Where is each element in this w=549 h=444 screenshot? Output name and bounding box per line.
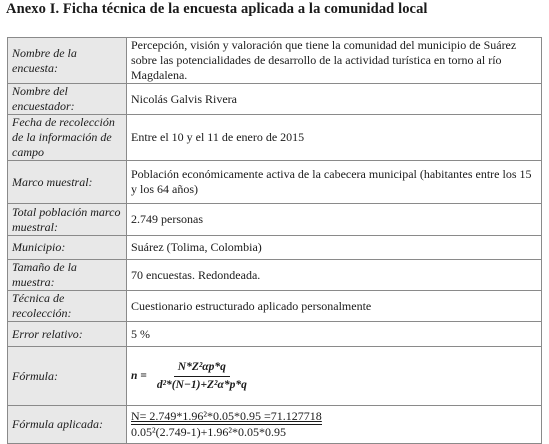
row-label: Nombre de la encuesta: [8, 38, 127, 84]
formula-lhs: n = [131, 369, 147, 382]
row-value: 70 encuestas. Redondeada. [127, 260, 542, 291]
row-label: Municipio: [8, 236, 127, 260]
row-value: Cuestionario estructurado aplicado personalmente [127, 291, 542, 322]
formula-cell [127, 347, 542, 406]
applied-numerator: N= 2.749*1.96²*0.05*0.95 =71.127718 [131, 409, 322, 423]
applied-formula-cell [127, 406, 542, 444]
row-label: Error relativo: [8, 322, 127, 347]
row-label: Fecha de recolección de la información de campo [8, 115, 127, 161]
table-row [8, 406, 542, 444]
row-value: Población económicamente activa de la cabecera municipal (habitantes entre los 15 y los 64 años) [127, 161, 542, 204]
table-row [8, 236, 542, 260]
row-value: 2.749 personas [127, 204, 542, 236]
formula-numerator: N*Z²αp*q [174, 360, 230, 377]
row-label: Marco muestral: [8, 161, 127, 204]
row-value: Percepción, visión y valoración que tiene la comunidad del municipio de Suárez sobre las potencialidades de desarrollo de la actividad turística en torno al río Magdalena. [127, 38, 542, 84]
row-label: Total población marco muestral: [8, 204, 127, 236]
formula-label: Fórmula: [8, 347, 127, 406]
table-row [8, 38, 542, 84]
row-value: Nicolás Galvis Rivera [127, 84, 542, 115]
row-value: Entre el 10 y el 11 de enero de 2015 [127, 115, 542, 161]
formula-fraction [153, 360, 251, 393]
row-label: Tamaño de la muestra: [8, 260, 127, 291]
table-row [8, 115, 542, 161]
table-row [8, 291, 542, 322]
applied-formula-label: Fórmula aplicada: [8, 406, 127, 444]
table-row [8, 161, 542, 204]
row-label: Técnica de recolección: [8, 291, 127, 322]
table-row [8, 204, 542, 236]
row-value: 5 % [127, 322, 542, 347]
row-value: Suárez (Tolima, Colombia) [127, 236, 542, 260]
table-row [8, 260, 542, 291]
row-label: Nombre del encuestador: [8, 84, 127, 115]
technical-sheet-table [7, 37, 542, 444]
table-row [8, 347, 542, 406]
formula-denominator: d²*(N−1)+Z²α*p*q [156, 378, 247, 391]
applied-denominator: 0.05²(2.749-1)+1.96²*0.05*0.95 [131, 425, 286, 439]
table-row [8, 322, 542, 347]
document-title: Anexo I. Ficha técnica de la encuesta aplicada a la comunidad local [6, 1, 428, 17]
sample-size-formula [131, 360, 537, 393]
table-row [8, 84, 542, 115]
